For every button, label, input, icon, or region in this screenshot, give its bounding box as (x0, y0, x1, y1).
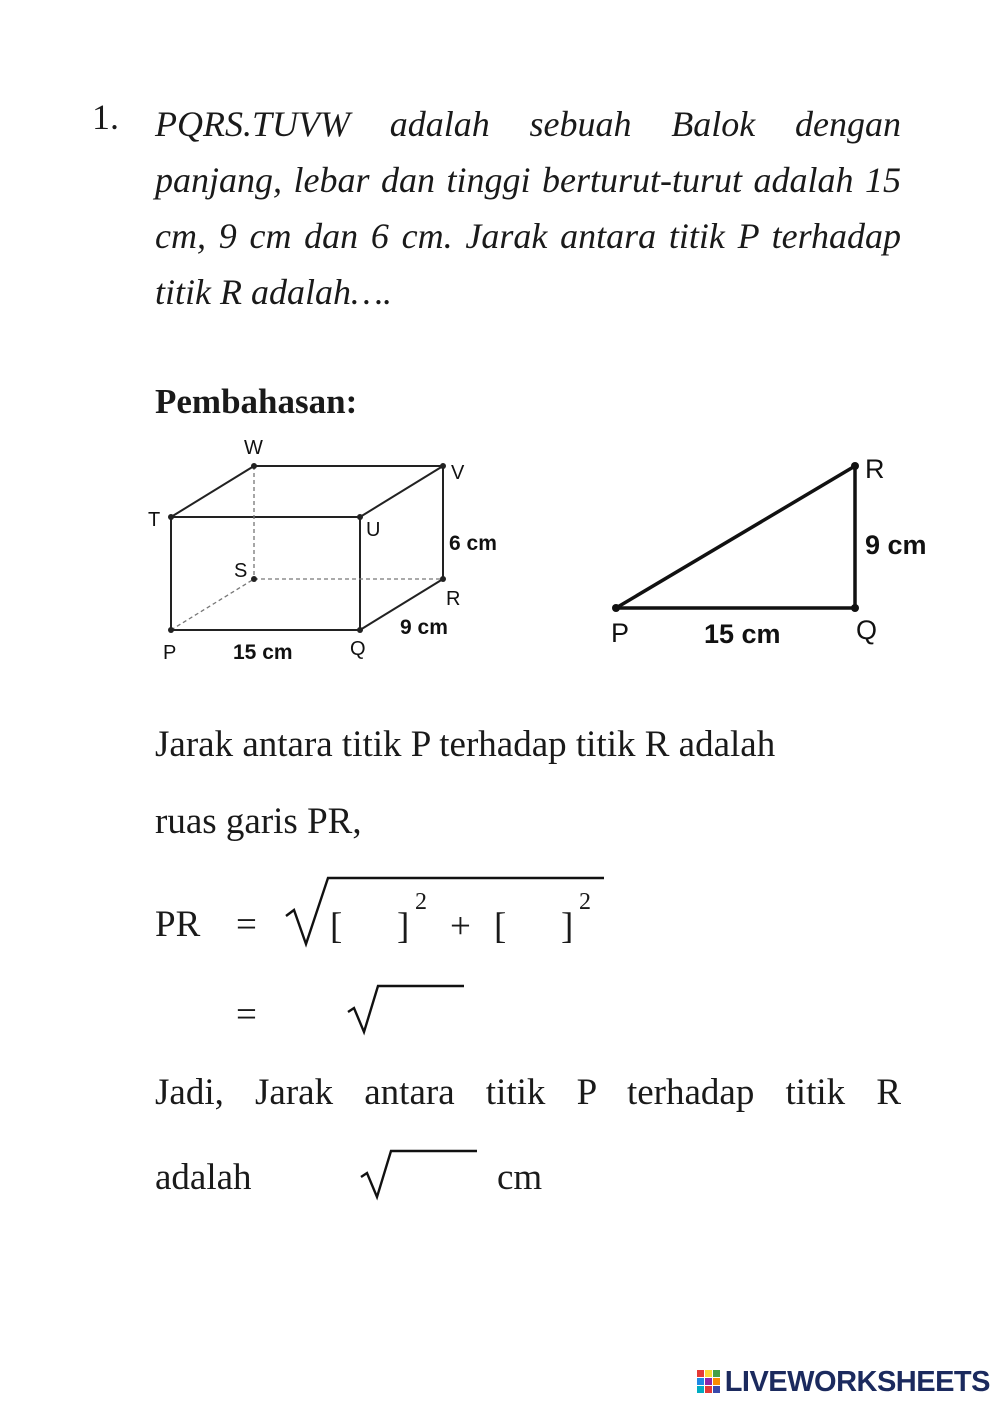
conclusion-unit: cm (497, 1157, 543, 1198)
cuboid-label-Q: Q (350, 638, 366, 660)
equation-equals-2: = (236, 994, 257, 1035)
triangle-label-P: P (611, 618, 630, 648)
equation-equals: = (236, 904, 257, 945)
conclusion-prefix: adalah (155, 1157, 252, 1198)
cuboid-edge-UV (360, 466, 443, 517)
cuboid-label-R: R (446, 588, 461, 610)
answer-slot-1[interactable] (350, 905, 390, 949)
cuboid-vertex-dot (251, 463, 257, 469)
exponent-2: 2 (579, 889, 591, 915)
cuboid-label-W: W (244, 437, 263, 459)
explanation-line-1: Jarak antara titik P terhadap titik R adalah (155, 724, 776, 765)
answer-slot-4[interactable] (395, 1155, 475, 1197)
liveworksheets-logo (697, 1366, 990, 1399)
triangle-vertex-dot (612, 604, 620, 612)
equation-lhs: PR (155, 904, 201, 945)
triangle-vertex-dot (851, 604, 859, 612)
cuboid-vertex-dot (357, 514, 363, 520)
equation-plus: + (450, 906, 471, 947)
cuboid-vertex-dot (440, 463, 446, 469)
triangle-height-label: 9 cm (865, 530, 927, 560)
close-bracket-2: ] (561, 906, 574, 947)
cuboid-vertex-dot (168, 514, 174, 520)
cuboid-height-label: 6 cm (449, 532, 497, 555)
answer-slot-2[interactable] (514, 905, 554, 949)
explanation-line-2: ruas garis PR, (155, 801, 362, 842)
cuboid-label-P: P (163, 642, 177, 664)
cuboid-vertex-dot (357, 627, 363, 633)
liveworksheets-logo-icon (697, 1370, 721, 1394)
conclusion-line-1: Jadi, Jarak antara titik P terhadap titik R (155, 1072, 901, 1113)
exponent-1: 2 (415, 889, 427, 915)
answer-slot-3[interactable] (382, 990, 462, 1032)
logo-text: LIVEWORKSHEETS (724, 1366, 990, 1398)
open-bracket-1: [ (330, 906, 343, 947)
open-bracket-2: [ (494, 906, 507, 947)
cuboid-diagram (0, 0, 1000, 700)
cuboid-vertex-dot (168, 627, 174, 633)
cuboid-width-label: 9 cm (400, 616, 448, 639)
triangle-side-PR (616, 466, 855, 608)
triangle-label-Q: Q (856, 615, 878, 645)
question-text: PQRS.TUVW adalah sebuah Balok dengan panjang, lebar dan tinggi berturut-turut adalah 15 cm, 9 cm dan 6 cm. Jarak antara titik P terhadap titik R adalah…. (155, 104, 901, 312)
triangle-base-label: 15 cm (704, 619, 781, 649)
cuboid-hidden-edge-PS (171, 579, 254, 630)
cuboid-front-face (171, 517, 360, 630)
cuboid-vertex-dot (440, 576, 446, 582)
triangle-label-R: R (865, 454, 885, 484)
cuboid-label-U: U (366, 519, 381, 541)
close-bracket-1: ] (397, 906, 410, 947)
question-number: 1. (92, 97, 119, 137)
cuboid-label-S: S (234, 560, 248, 582)
triangle-vertex-dot (851, 462, 859, 470)
cuboid-vertex-dot (251, 576, 257, 582)
cuboid-label-T: T (148, 509, 161, 531)
cuboid-edge-TW (171, 466, 254, 517)
solution-heading: Pembahasan: (155, 382, 358, 421)
cuboid-label-V: V (451, 462, 465, 484)
cuboid-length-label: 15 cm (233, 641, 293, 664)
